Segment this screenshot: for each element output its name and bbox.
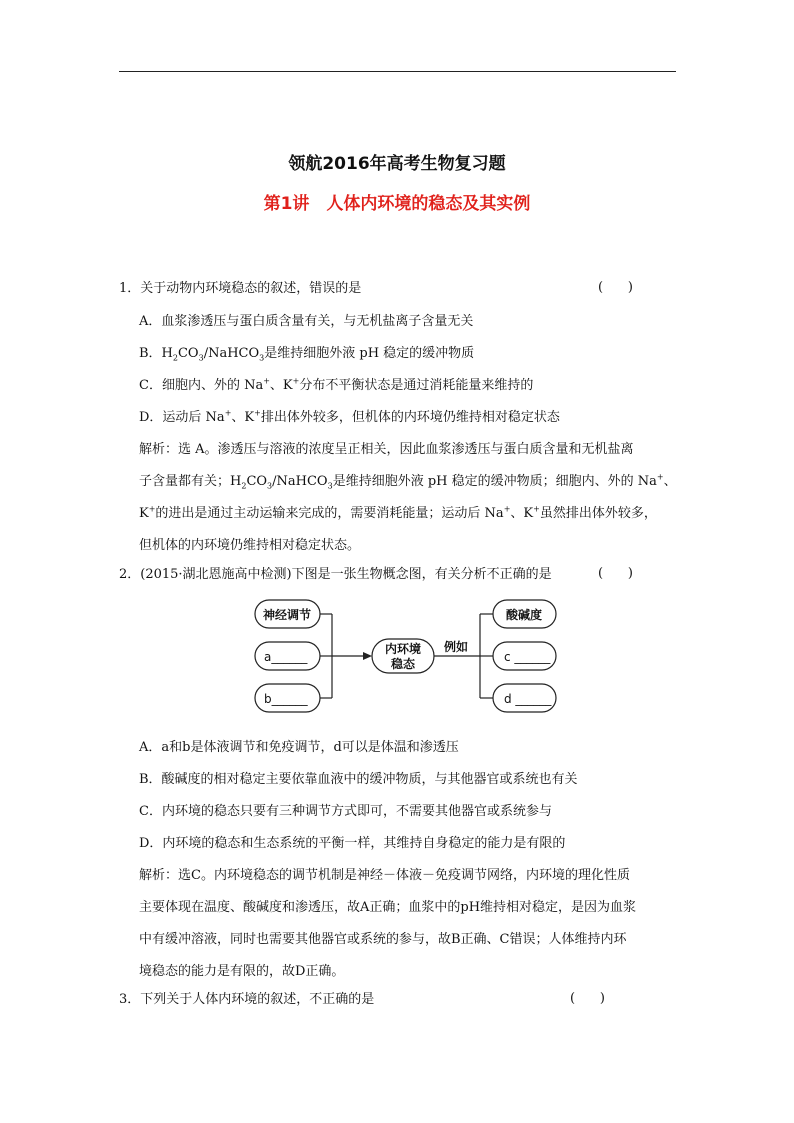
document-title: 领航2016年高考生物复习题 bbox=[288, 154, 506, 174]
diagram-label-example: 例如 bbox=[443, 640, 469, 654]
diagram-label-right-mid: c ______ bbox=[504, 650, 551, 664]
diagram-label-center-1: 内环境 bbox=[384, 642, 422, 656]
q3-stem: 3．下列关于人体内环境的叙述，不正确的是 bbox=[119, 992, 375, 1007]
q3-answer-blank: ( ) bbox=[570, 991, 605, 1006]
diagram-label-left-mid: a______ bbox=[264, 650, 308, 664]
q2-stem: 2．(2015·湖北恩施高中检测)下图是一张生物概念图，有关分析不正确的是 bbox=[119, 567, 552, 582]
diagram-label-center-2: 稳态 bbox=[390, 657, 416, 671]
lesson-subtitle: 第1讲 人体内环境的稳态及其实例 bbox=[263, 194, 531, 214]
q1-option-d: D．运动后 Na+、K+排出体外较多，但机体的内环境仍维持相对稳定状态 bbox=[139, 408, 560, 425]
q1-analysis-line-3: K+的进出是通过主动运输来完成的，需要消耗能量；运动后 Na+、K+虽然排出体外较多， bbox=[139, 504, 657, 521]
diagram-label-left-bot: b______ bbox=[264, 692, 308, 706]
q1-stem: 1．关于动物内环境稳态的叙述，错误的是 bbox=[119, 281, 362, 296]
q2-analysis-line-3: 中有缓冲溶液，同时也需要其他器官或系统的参与，故B正确、C错误；人体维持内环 bbox=[139, 932, 627, 947]
concept-diagram bbox=[250, 596, 560, 726]
header-rule bbox=[119, 71, 676, 72]
q2-option-c: C．内环境的稳态只要有三种调节方式即可，不需要其他器官或系统参与 bbox=[139, 804, 552, 819]
diagram-label-left-top: 神经调节 bbox=[262, 608, 312, 622]
q1-option-a: A．血浆渗透压与蛋白质含量有关，与无机盐离子含量无关 bbox=[139, 314, 474, 329]
q2-analysis-line-2: 主要体现在温度、酸碱度和渗透压，故A正确；血浆中的pH维持相对稳定，是因为血浆 bbox=[139, 900, 637, 915]
diagram-label-right-top: 酸碱度 bbox=[505, 608, 543, 622]
q2-option-a: A．a和b是体液调节和免疫调节，d可以是体温和渗透压 bbox=[139, 740, 459, 755]
q1-analysis-line-2: 子含量都有关；$H_2CO_3/NaHCO_3$是维持细胞外液 pH 稳定的缓冲物质；细胞内、外的 Na+、 bbox=[139, 472, 677, 491]
q1-answer-blank: ( ) bbox=[598, 280, 633, 295]
q2-option-d: D．内环境的稳态和生态系统的平衡一样，其维持自身稳定的能力是有限的 bbox=[139, 836, 566, 851]
q2-analysis-line-1: 解析：选C。内环境稳态的调节机制是神经－体液－免疫调节网络，内环境的理化性质 bbox=[139, 868, 630, 883]
q2-analysis-line-4: 境稳态的能力是有限的，故D正确。 bbox=[139, 964, 345, 979]
q1-option-c: C．细胞内、外的 Na+、K+分布不平衡状态是通过消耗能量来维持的 bbox=[139, 376, 534, 393]
q1-analysis-line-1: 解析：选 A。渗透压与溶液的浓度呈正相关，因此血浆渗透压与蛋白质含量和无机盐离 bbox=[139, 442, 634, 457]
q1-analysis-line-4: 但机体的内环境仍维持相对稳定状态。 bbox=[139, 538, 361, 553]
q2-answer-blank: ( ) bbox=[598, 566, 633, 581]
q1-option-b: B．$H_2CO_3/NaHCO_3$是维持细胞外液 pH 稳定的缓冲物质 bbox=[139, 346, 475, 363]
diagram-arrow-head bbox=[363, 652, 372, 660]
q2-option-b: B．酸碱度的相对稳定主要依靠血液中的缓冲物质，与其他器官或系统也有关 bbox=[139, 772, 578, 787]
diagram-label-right-bot: d ______ bbox=[504, 692, 552, 706]
